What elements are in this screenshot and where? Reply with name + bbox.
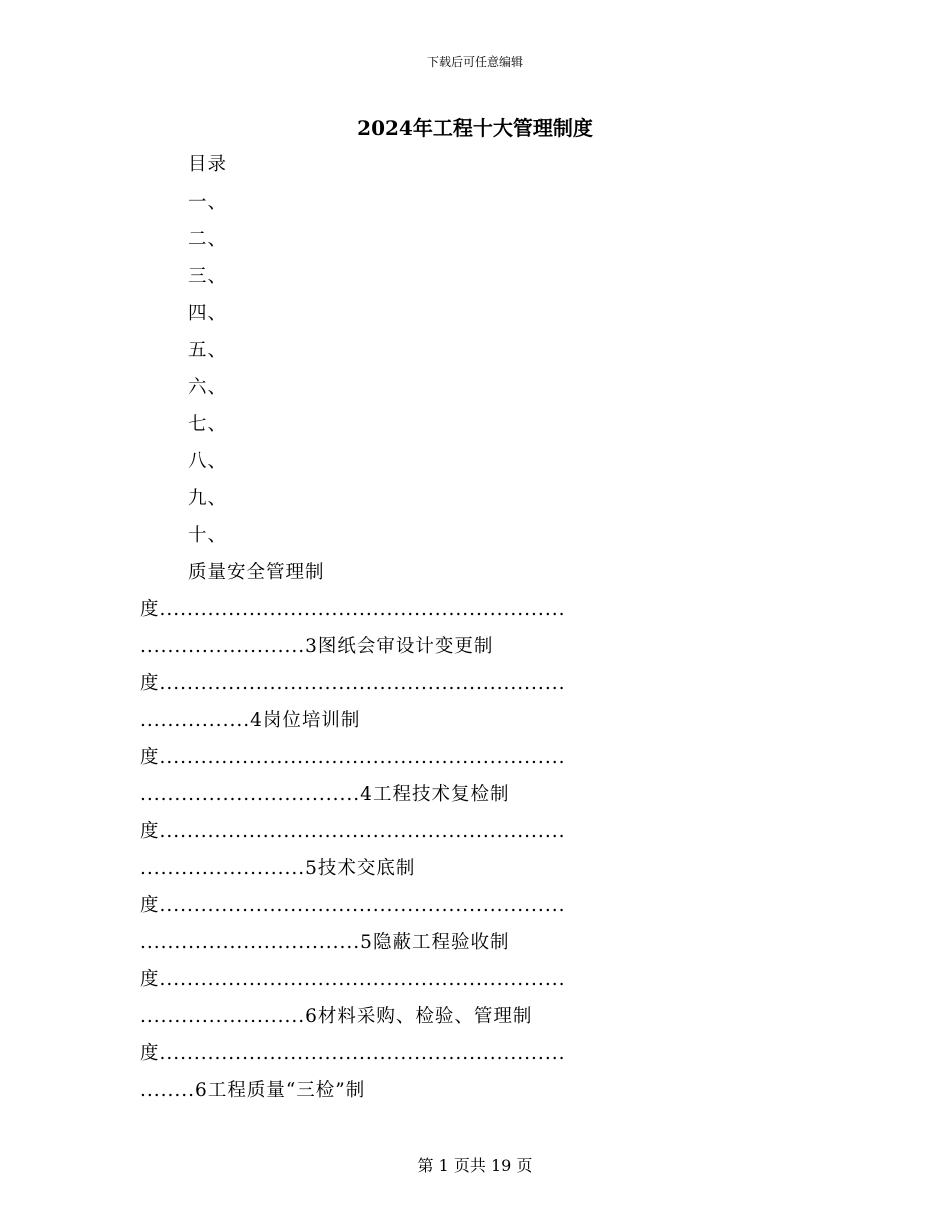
page-header: 下载后可任意编辑 xyxy=(426,55,523,69)
toc-numeral: 一、 xyxy=(188,192,228,213)
toc-entry-text: ................................5隐蔽工程验收制 xyxy=(140,932,510,953)
toc-entry-text: ........................3图纸会审设计变更制 xyxy=(140,636,494,657)
toc-numeral: 十、 xyxy=(188,525,228,546)
toc-entry-text: ........6工程质量“三检”制 xyxy=(140,1080,366,1101)
toc-entry-text: ........................6材料采购、检验、管理制 xyxy=(140,1006,533,1027)
toc-entry-text: 度........................................................... xyxy=(140,969,566,990)
toc-entry-text: 度........................................................... xyxy=(140,747,566,768)
toc-entry-text: 度........................................................... xyxy=(140,895,566,916)
toc-entry-text: 度........................................................... xyxy=(140,821,566,842)
toc-numeral: 九、 xyxy=(188,488,228,509)
toc-numeral: 五、 xyxy=(188,340,228,361)
toc-entry-text: 质量安全管理制 xyxy=(188,562,325,583)
toc-numeral: 八、 xyxy=(188,451,228,472)
toc-numeral: 六、 xyxy=(188,377,228,398)
toc-entry-text: 度........................................................... xyxy=(140,599,566,620)
toc-numeral: 二、 xyxy=(188,229,228,250)
document-title: 2024年工程十大管理制度 xyxy=(357,116,593,140)
toc-numeral: 三、 xyxy=(188,266,228,287)
toc-entry-text: 度........................................................... xyxy=(140,1043,566,1064)
toc-numeral: 四、 xyxy=(188,303,228,324)
page-footer: 第 1 页共 19 页 xyxy=(417,1156,533,1175)
toc-entry-text: ........................5技术交底制 xyxy=(140,858,416,879)
toc-entry-text: ................4岗位培训制 xyxy=(140,710,361,731)
toc-numeral: 七、 xyxy=(188,414,228,435)
toc-heading: 目录 xyxy=(188,154,228,175)
toc-entry-text: 度........................................................... xyxy=(140,673,566,694)
toc-entry-text: ................................4工程技术复检制 xyxy=(140,784,510,805)
